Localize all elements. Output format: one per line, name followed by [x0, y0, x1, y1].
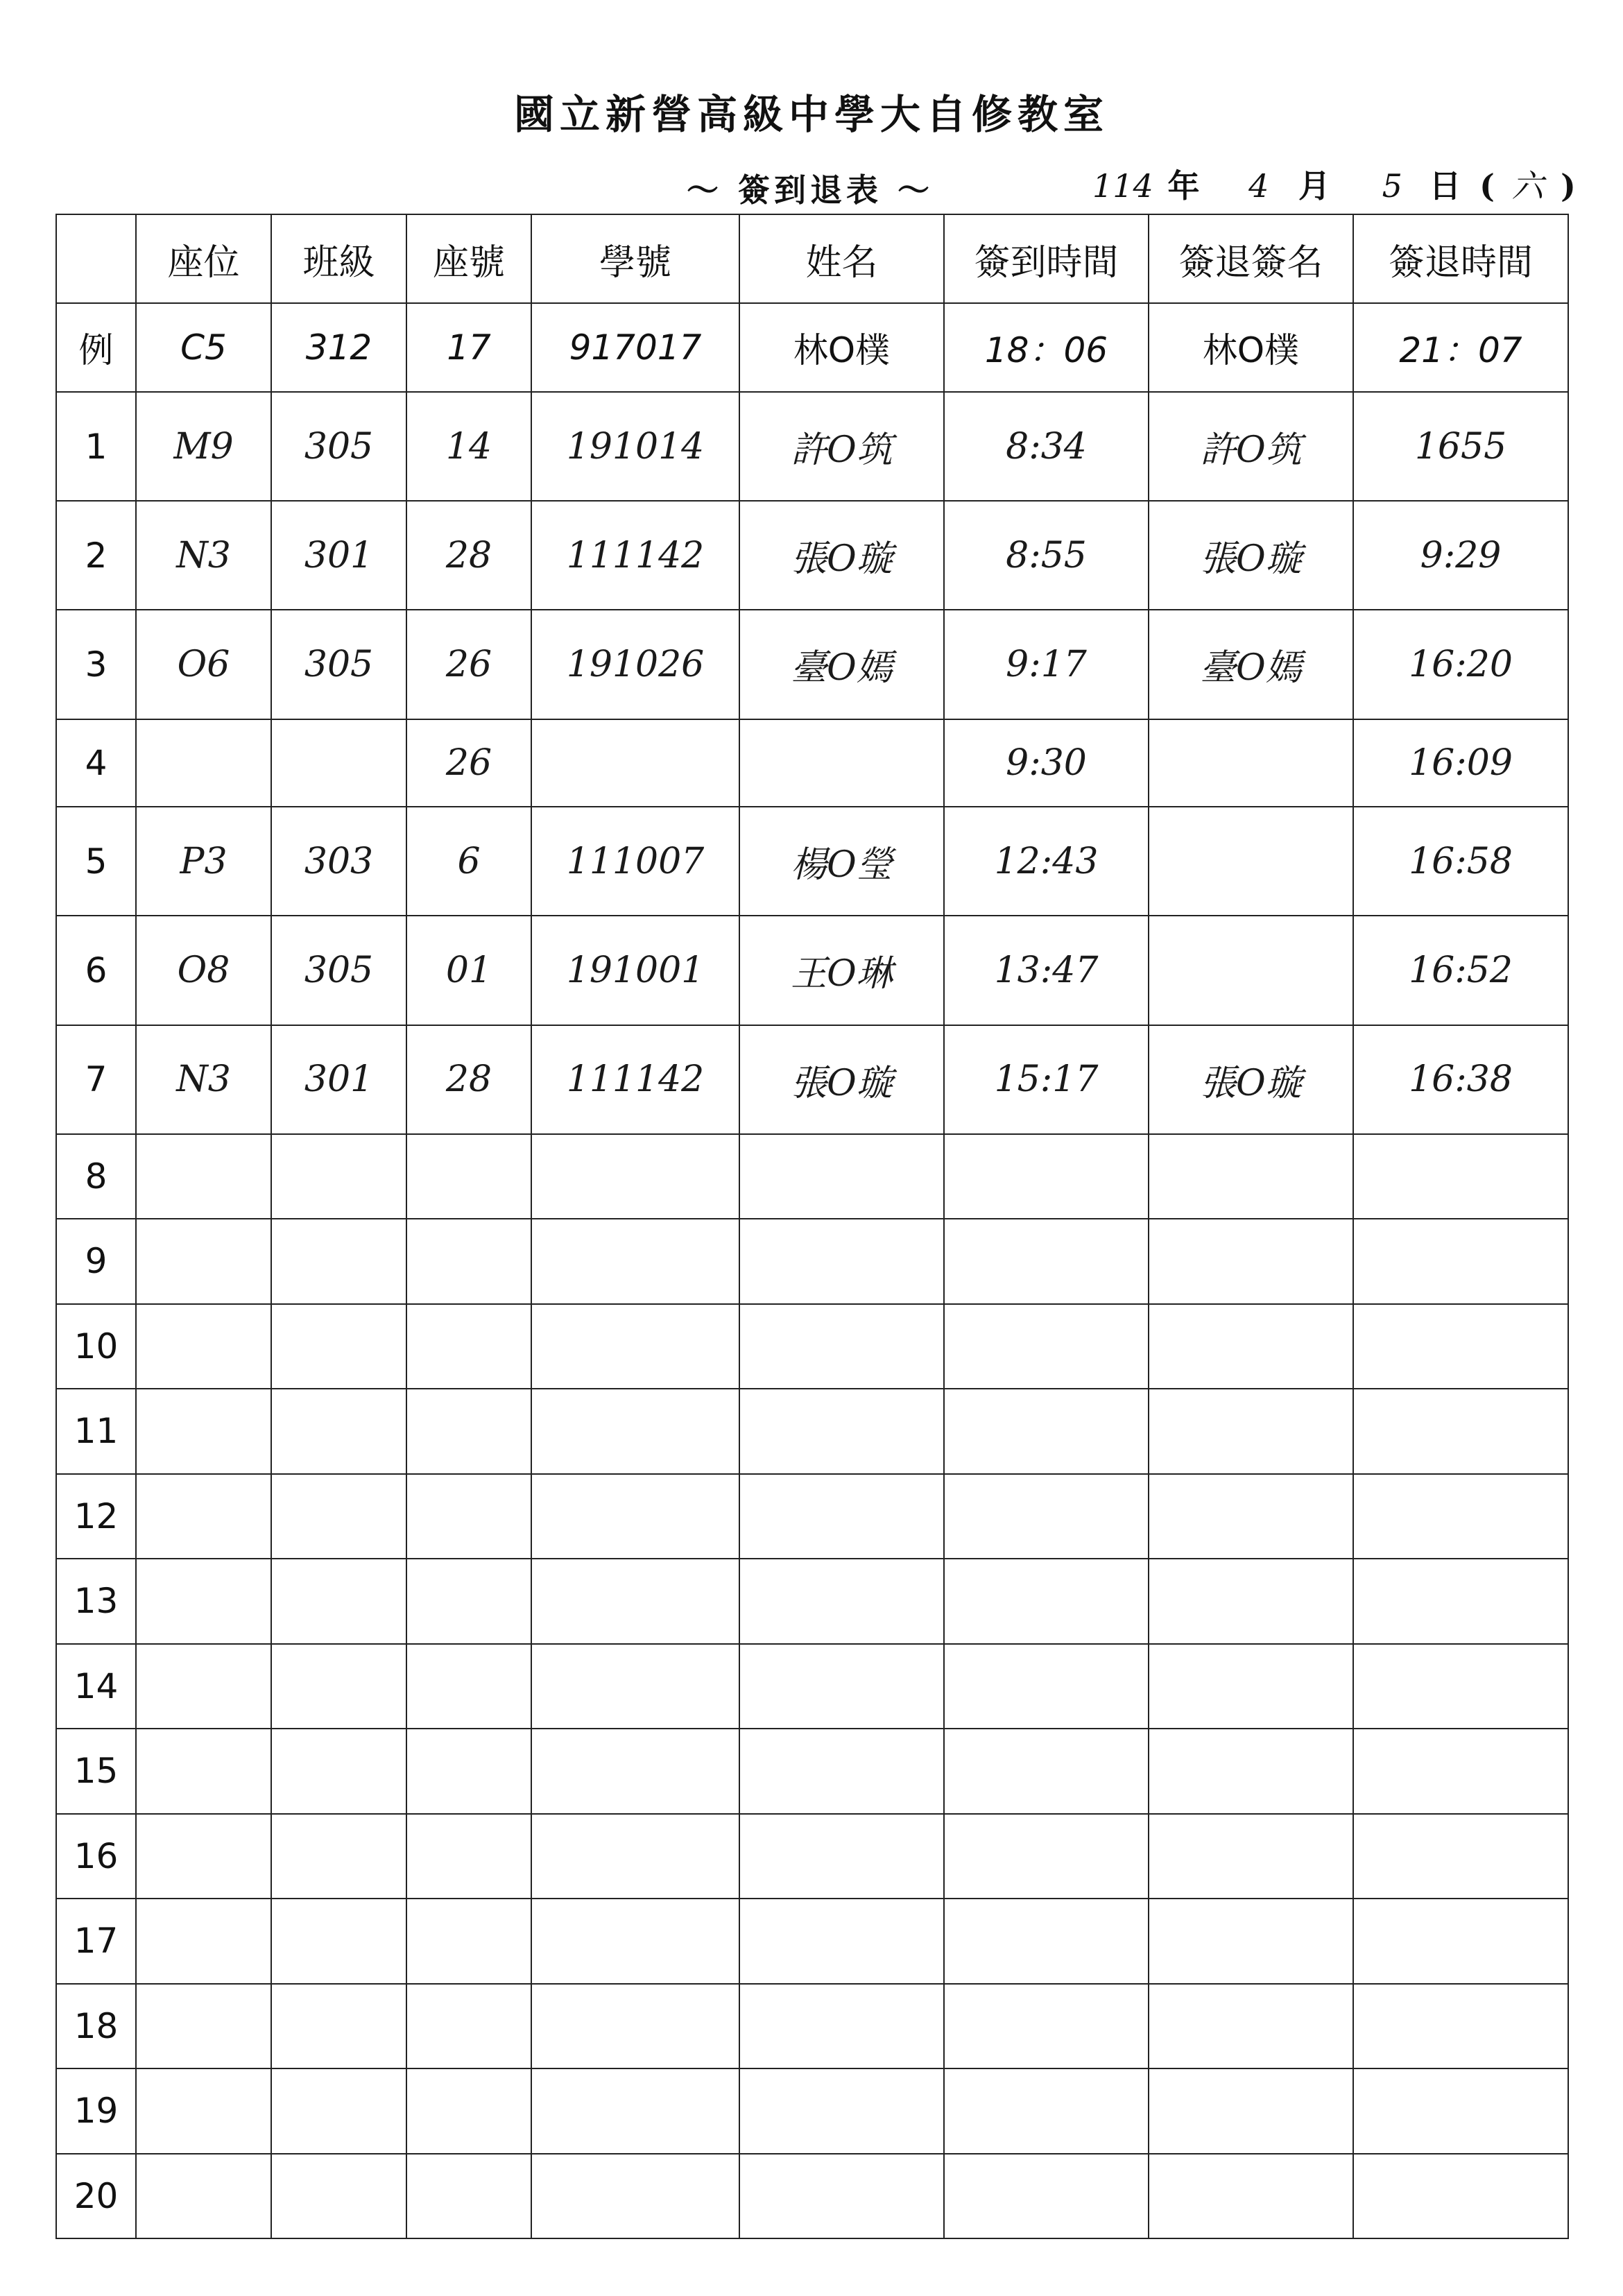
header-cell: 學號: [531, 214, 739, 303]
header-cell: 座號: [406, 214, 531, 303]
table-cell: [1353, 1559, 1568, 1643]
date-month-label: 月: [1298, 167, 1330, 205]
table-cell: 臺O嫣: [1149, 610, 1353, 719]
table-cell: [1149, 1814, 1353, 1899]
table-cell: [1149, 1219, 1353, 1303]
table-cell: [136, 1729, 271, 1813]
header-row: [56, 214, 1568, 303]
table-row: [56, 1219, 1568, 1303]
date-year: 114: [1092, 167, 1153, 205]
example-row: [56, 303, 1568, 392]
table-cell: 13:47: [944, 916, 1149, 1025]
table-row: [56, 2154, 1568, 2239]
table-row: [56, 501, 1568, 610]
date-month: 4: [1248, 167, 1269, 205]
row-number: 4: [56, 719, 136, 807]
table-row: [56, 1304, 1568, 1389]
table-cell: 191014: [531, 392, 739, 501]
table-cell: 許O筑: [1149, 392, 1353, 501]
row-number: 11: [56, 1389, 136, 1473]
row-number: 3: [56, 610, 136, 719]
table-cell: [271, 2068, 406, 2153]
table-cell: [406, 1559, 531, 1643]
table-cell: [1353, 1219, 1568, 1303]
table-cell: [1353, 1474, 1568, 1559]
table-cell: [271, 1474, 406, 1559]
example-cell: 17: [406, 303, 531, 392]
table-cell: [136, 1814, 271, 1899]
table-cell: [406, 1644, 531, 1729]
table-cell: [1353, 1134, 1568, 1219]
page-title: 國立新營高級中學大自修教室: [513, 91, 1109, 138]
table-cell: 張O璇: [1149, 1025, 1353, 1134]
table-cell: [531, 1134, 739, 1219]
table-cell: [739, 1389, 944, 1473]
header-cell: 姓名: [739, 214, 944, 303]
table-cell: 15:17: [944, 1025, 1149, 1134]
table-row: [56, 1389, 1568, 1473]
table-cell: [739, 1134, 944, 1219]
header-cell: [56, 214, 136, 303]
row-number: 2: [56, 501, 136, 610]
table-cell: [531, 2068, 739, 2153]
table-cell: [1353, 1899, 1568, 1983]
table-row: [56, 1729, 1568, 1813]
table-cell: [739, 1644, 944, 1729]
table-cell: 26: [406, 610, 531, 719]
table-cell: [739, 1559, 944, 1643]
table-cell: 16:20: [1353, 610, 1568, 719]
table-cell: [944, 1304, 1149, 1389]
table-cell: 28: [406, 1025, 531, 1134]
table-cell: [406, 1729, 531, 1813]
table-cell: [271, 1304, 406, 1389]
table-cell: [1353, 1389, 1568, 1473]
table-cell: 14: [406, 392, 531, 501]
table-cell: [944, 1559, 1149, 1643]
row-number: 13: [56, 1559, 136, 1643]
table-cell: [531, 1814, 739, 1899]
table-cell: N3: [136, 1025, 271, 1134]
table-cell: 301: [271, 501, 406, 610]
table-cell: [531, 1729, 739, 1813]
table-cell: [944, 1729, 1149, 1813]
table-cell: 9:29: [1353, 501, 1568, 610]
example-label: 例: [56, 303, 136, 392]
table-cell: 許O筑: [739, 392, 944, 501]
table-cell: [136, 2154, 271, 2239]
table-cell: 191001: [531, 916, 739, 1025]
table-row: [56, 2068, 1568, 2153]
row-number: 8: [56, 1134, 136, 1219]
table-cell: [406, 2154, 531, 2239]
table-cell: [944, 1644, 1149, 1729]
date-year-label: 年: [1167, 167, 1200, 205]
table-cell: [1353, 1814, 1568, 1899]
table-cell: [406, 1134, 531, 1219]
table-cell: [271, 1134, 406, 1219]
table-cell: 16:09: [1353, 719, 1568, 807]
table-cell: [739, 2154, 944, 2239]
table-cell: [739, 719, 944, 807]
table-cell: 8:34: [944, 392, 1149, 501]
table-cell: [136, 1644, 271, 1729]
table-cell: [739, 1814, 944, 1899]
table-cell: [944, 1899, 1149, 1983]
table-row: [56, 610, 1568, 719]
table-row: [56, 1899, 1568, 1983]
table-cell: [531, 2154, 739, 2239]
date-weekday: 六: [1511, 167, 1544, 205]
table-cell: [1149, 1304, 1353, 1389]
table-cell: [531, 719, 739, 807]
table-cell: 16:38: [1353, 1025, 1568, 1134]
table-cell: 臺O嫣: [739, 610, 944, 719]
table-cell: [406, 1899, 531, 1983]
table-cell: [271, 1559, 406, 1643]
table-cell: 305: [271, 392, 406, 501]
table-cell: [1149, 2068, 1353, 2153]
table-row: [56, 807, 1568, 916]
row-number: 6: [56, 916, 136, 1025]
table-cell: [136, 719, 271, 807]
table-cell: 張O璇: [1149, 501, 1353, 610]
table-cell: 9:17: [944, 610, 1149, 719]
table-cell: 6: [406, 807, 531, 916]
row-number: 9: [56, 1219, 136, 1303]
date-weekday-close: ): [1561, 167, 1576, 205]
table-cell: [531, 1474, 739, 1559]
table-row: [56, 1025, 1568, 1134]
table-cell: [944, 1814, 1149, 1899]
table-cell: 26: [406, 719, 531, 807]
table-cell: [406, 2068, 531, 2153]
table-row: [56, 1559, 1568, 1643]
table-cell: [1353, 1729, 1568, 1813]
table-cell: [1149, 1389, 1353, 1473]
table-cell: N3: [136, 501, 271, 610]
table-cell: [944, 2068, 1149, 2153]
table-cell: 301: [271, 1025, 406, 1134]
table-cell: [1149, 719, 1353, 807]
table-cell: 28: [406, 501, 531, 610]
table-cell: [406, 1984, 531, 2068]
table-cell: P3: [136, 807, 271, 916]
table-cell: [271, 1644, 406, 1729]
table-cell: [531, 1644, 739, 1729]
table-cell: [531, 1304, 739, 1389]
table-cell: 01: [406, 916, 531, 1025]
table-cell: [739, 1219, 944, 1303]
table-cell: 191026: [531, 610, 739, 719]
date-day-label: 日: [1429, 167, 1461, 205]
row-number: 16: [56, 1814, 136, 1899]
row-number: 19: [56, 2068, 136, 2153]
table-cell: [136, 2068, 271, 2153]
table-cell: [271, 719, 406, 807]
table-cell: [944, 2154, 1149, 2239]
table-cell: [944, 1984, 1149, 2068]
table-cell: O8: [136, 916, 271, 1025]
table-row: [56, 1644, 1568, 1729]
row-number: 20: [56, 2154, 136, 2239]
table-cell: [944, 1474, 1149, 1559]
table-cell: [1353, 1644, 1568, 1729]
table-cell: [406, 1219, 531, 1303]
table-cell: [739, 1899, 944, 1983]
table-cell: [531, 1984, 739, 2068]
example-cell: 林O樸: [739, 303, 944, 392]
example-cell: 312: [271, 303, 406, 392]
table-cell: [1353, 2154, 1568, 2239]
table-cell: 1655: [1353, 392, 1568, 501]
table-cell: [739, 1304, 944, 1389]
table-row: [56, 1474, 1568, 1559]
table-cell: [271, 1899, 406, 1983]
table-row: [56, 1984, 1568, 2068]
table-cell: [944, 1389, 1149, 1473]
header-cell: 簽退簽名: [1149, 214, 1353, 303]
table-cell: 305: [271, 610, 406, 719]
sign-in-table: [55, 214, 1569, 2239]
table-cell: [531, 1559, 739, 1643]
example-cell: C5: [136, 303, 271, 392]
table-cell: [531, 1219, 739, 1303]
table-row: [56, 719, 1568, 807]
table-cell: [1149, 1644, 1353, 1729]
row-number: 5: [56, 807, 136, 916]
table-cell: 張O璇: [739, 501, 944, 610]
row-number: 7: [56, 1025, 136, 1134]
table-cell: [1149, 1134, 1353, 1219]
table-cell: [1149, 1729, 1353, 1813]
table-cell: [136, 1559, 271, 1643]
table-cell: [136, 1474, 271, 1559]
table-cell: 9:30: [944, 719, 1149, 807]
table-cell: [271, 1219, 406, 1303]
row-number: 18: [56, 1984, 136, 2068]
table-cell: [136, 1219, 271, 1303]
table-cell: [739, 1474, 944, 1559]
table-cell: [136, 1899, 271, 1983]
table-cell: [136, 1984, 271, 2068]
example-cell: 林O樸: [1149, 303, 1353, 392]
table-cell: 12:43: [944, 807, 1149, 916]
table-cell: 王O琳: [739, 916, 944, 1025]
header-cell: 座位: [136, 214, 271, 303]
date-weekday-open: (: [1479, 167, 1495, 205]
table-row: [56, 1814, 1568, 1899]
row-number: 15: [56, 1729, 136, 1813]
example-cell: 917017: [531, 303, 739, 392]
table-cell: 111142: [531, 1025, 739, 1134]
example-cell: 21：07: [1353, 303, 1568, 392]
page-subtitle: ～ 簽到退表 ～: [687, 171, 934, 209]
table-cell: [739, 1729, 944, 1813]
table-cell: [271, 2154, 406, 2239]
table-cell: 305: [271, 916, 406, 1025]
row-number: 12: [56, 1474, 136, 1559]
table-cell: [271, 1984, 406, 2068]
table-cell: [136, 1389, 271, 1473]
table-cell: [406, 1474, 531, 1559]
table-row: [56, 1134, 1568, 1219]
table-cell: [406, 1814, 531, 1899]
table-cell: [1149, 1899, 1353, 1983]
table-cell: [739, 2068, 944, 2153]
table-cell: [271, 1814, 406, 1899]
row-number: 17: [56, 1899, 136, 1983]
table-cell: [406, 1389, 531, 1473]
table-cell: [1149, 807, 1353, 916]
table-cell: 16:58: [1353, 807, 1568, 916]
date-line: [1092, 161, 1576, 207]
table-cell: [1353, 1984, 1568, 2068]
row-number: 10: [56, 1304, 136, 1389]
table-cell: O6: [136, 610, 271, 719]
table-cell: [136, 1134, 271, 1219]
table-cell: [1149, 1984, 1353, 2068]
table-cell: [944, 1219, 1149, 1303]
table-cell: 111007: [531, 807, 739, 916]
header-cell: 簽到時間: [944, 214, 1149, 303]
table-cell: 303: [271, 807, 406, 916]
table-cell: [1353, 1304, 1568, 1389]
table-cell: 16:52: [1353, 916, 1568, 1025]
table-cell: 111142: [531, 501, 739, 610]
table-cell: [531, 1389, 739, 1473]
header-cell: 班級: [271, 214, 406, 303]
table-cell: [531, 1899, 739, 1983]
table-cell: [1149, 916, 1353, 1025]
table-cell: M9: [136, 392, 271, 501]
table-cell: [944, 1134, 1149, 1219]
row-number: 1: [56, 392, 136, 501]
table-cell: [136, 1304, 271, 1389]
table-cell: [1353, 2068, 1568, 2153]
table-row: [56, 916, 1568, 1025]
table-cell: [1149, 1559, 1353, 1643]
table-cell: 8:55: [944, 501, 1149, 610]
example-cell: 18：06: [944, 303, 1149, 392]
table-cell: 楊O瑩: [739, 807, 944, 916]
table-row: [56, 392, 1568, 501]
table-cell: [1149, 1474, 1353, 1559]
header-cell: 簽退時間: [1353, 214, 1568, 303]
table-cell: [739, 1984, 944, 2068]
date-day: 5: [1382, 167, 1402, 205]
table-cell: [271, 1389, 406, 1473]
table-cell: [1149, 2154, 1353, 2239]
table-cell: 張O璇: [739, 1025, 944, 1134]
table-cell: [406, 1304, 531, 1389]
row-number: 14: [56, 1644, 136, 1729]
table-cell: [271, 1729, 406, 1813]
